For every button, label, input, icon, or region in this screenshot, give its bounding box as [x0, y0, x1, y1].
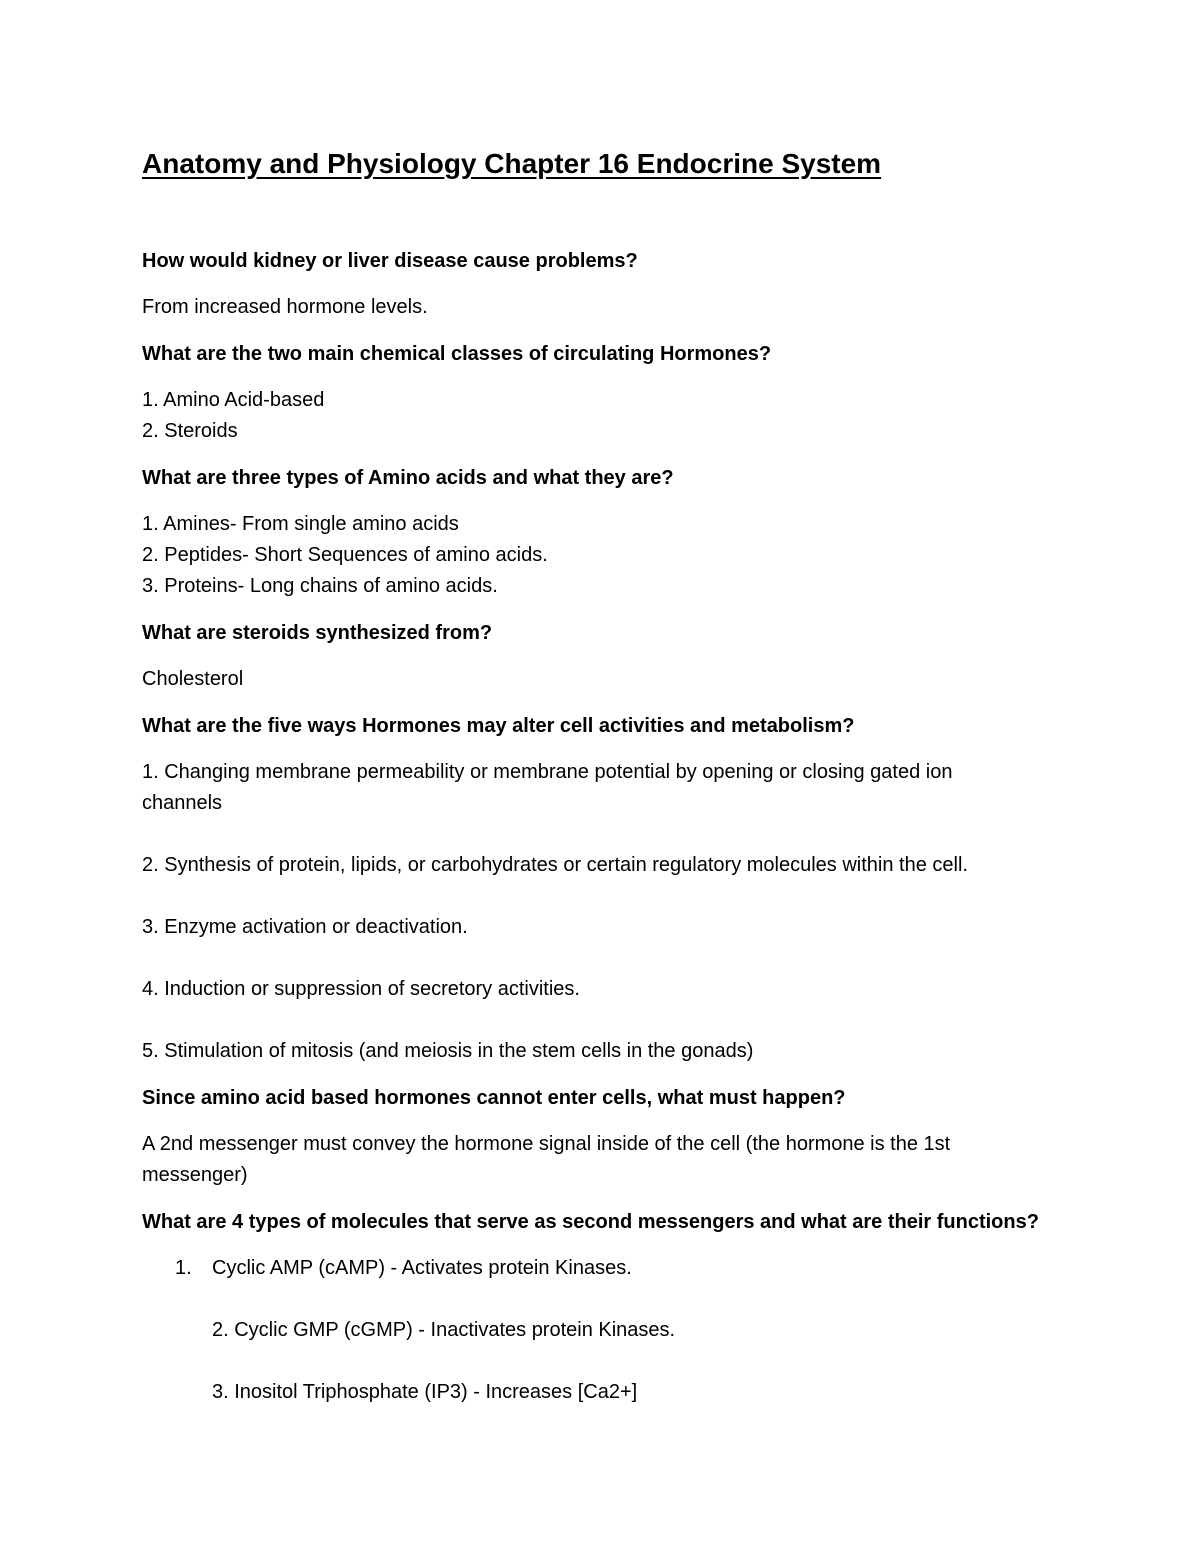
answer-way-1: 1. Changing membrane permeability or membrane potential by opening or closing gated ion — [142, 761, 953, 783]
answer-steroids: Cholesterol — [142, 668, 244, 690]
answer-chemical-class-1: 1. Amino Acid-based — [142, 389, 325, 411]
question-amino-acid-types: What are three types of Amino acids and what they are? — [142, 467, 674, 489]
list-number-1: 1. — [175, 1257, 192, 1279]
answer-way-1-continued: channels — [142, 792, 223, 814]
question-amino-hormones: Since amino acid based hormones cannot enter cells, what must happen? — [142, 1087, 846, 1109]
answer-way-5: 5. Stimulation of mitosis (and meiosis in the stem cells in the gonads) — [142, 1040, 754, 1062]
answer-way-2: 2. Synthesis of protein, lipids, or carbohydrates or certain regulatory molecules within the cell. — [142, 854, 968, 876]
answer-way-4: 4. Induction or suppression of secretory activities. — [142, 978, 580, 1000]
answer-amino-type-3: 3. Proteins- Long chains of amino acids. — [142, 575, 498, 597]
answer-way-3: 3. Enzyme activation or deactivation. — [142, 916, 468, 938]
messenger-cgmp: 2. Cyclic GMP (cGMP) - Inactivates protein Kinases. — [212, 1319, 676, 1341]
answer-second-messenger: A 2nd messenger must convey the hormone signal inside of the cell (the hormone is the 1st — [142, 1133, 951, 1155]
question-five-ways: What are the five ways Hormones may alter cell activities and metabolism? — [142, 715, 855, 737]
answer-second-messenger-continued: messenger) — [142, 1164, 248, 1186]
answer-kidney-liver: From increased hormone levels. — [142, 296, 428, 318]
answer-chemical-class-2: 2. Steroids — [142, 420, 238, 442]
answer-amino-type-1: 1. Amines- From single amino acids — [142, 513, 459, 535]
question-kidney-liver: How would kidney or liver disease cause problems? — [142, 250, 638, 272]
document-title: Anatomy and Physiology Chapter 16 Endocrine System — [142, 148, 882, 179]
question-second-messenger-types: What are 4 types of molecules that serve as second messengers and what are their functions? — [142, 1211, 1039, 1233]
answer-amino-type-2: 2. Peptides- Short Sequences of amino acids. — [142, 544, 548, 566]
question-steroids: What are steroids synthesized from? — [142, 622, 493, 644]
messenger-ip3: 3. Inositol Triphosphate (IP3) - Increases [Ca2+] — [212, 1381, 638, 1403]
question-chemical-classes: What are the two main chemical classes of circulating Hormones? — [142, 343, 772, 365]
messenger-camp: Cyclic AMP (cAMP) - Activates protein Kinases. — [212, 1257, 632, 1279]
